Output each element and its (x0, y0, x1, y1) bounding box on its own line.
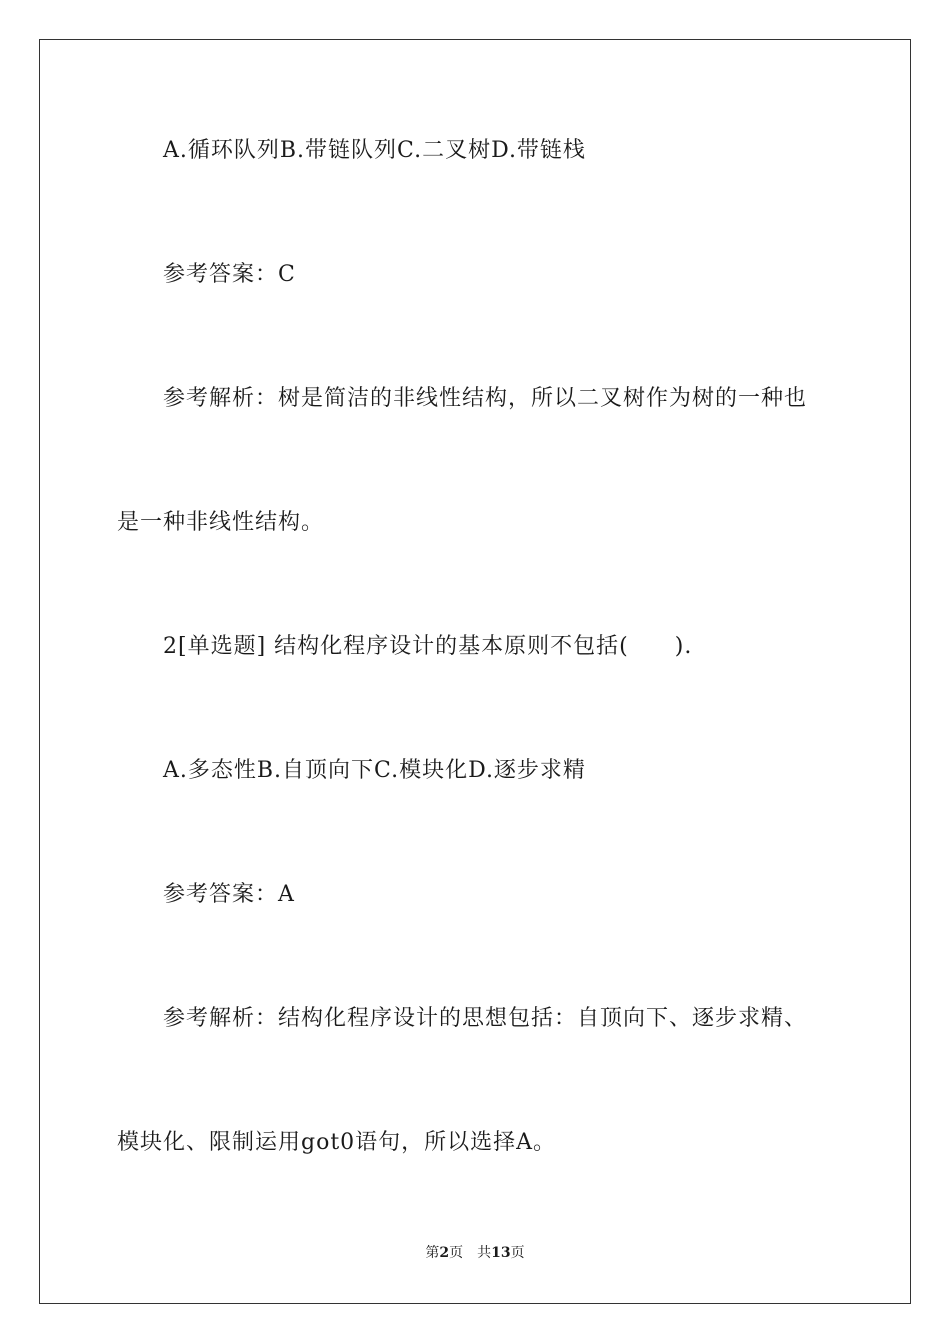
page-footer (0, 1243, 950, 1263)
q1-answer: 参考答案：C (163, 262, 296, 287)
footer-page-suffix: 页 (449, 1245, 464, 1261)
q2-analysis-line1: 参考解析：结构化程序设计的思想包括：自顶向下、逐步求精、 (163, 1006, 808, 1031)
q2-question: 2[单选题] 结构化程序设计的基本原则不包括( ). (163, 634, 693, 659)
footer-total-suffix: 页 (510, 1245, 525, 1261)
q1-analysis-line2: 是一种非线性结构。 (117, 510, 325, 535)
footer-page-number: 2 (439, 1245, 450, 1261)
q2-options: A.多态性B.自顶向下C.模块化D.逐步求精 (163, 758, 586, 783)
q2-answer: 参考答案：A (163, 882, 295, 907)
footer-page-prefix: 第 (425, 1245, 440, 1261)
footer-total-prefix: 共 (477, 1245, 492, 1261)
footer-total-pages: 13 (491, 1245, 511, 1261)
q1-analysis-line1: 参考解析：树是简洁的非线性结构，所以二叉树作为树的一种也 (163, 386, 808, 411)
q1-options: A.循环队列B.带链队列C.二叉树D.带链栈 (163, 138, 586, 163)
page-border (39, 39, 911, 1304)
q2-analysis-line2: 模块化、限制运用got0语句，所以选择A。 (117, 1130, 557, 1155)
